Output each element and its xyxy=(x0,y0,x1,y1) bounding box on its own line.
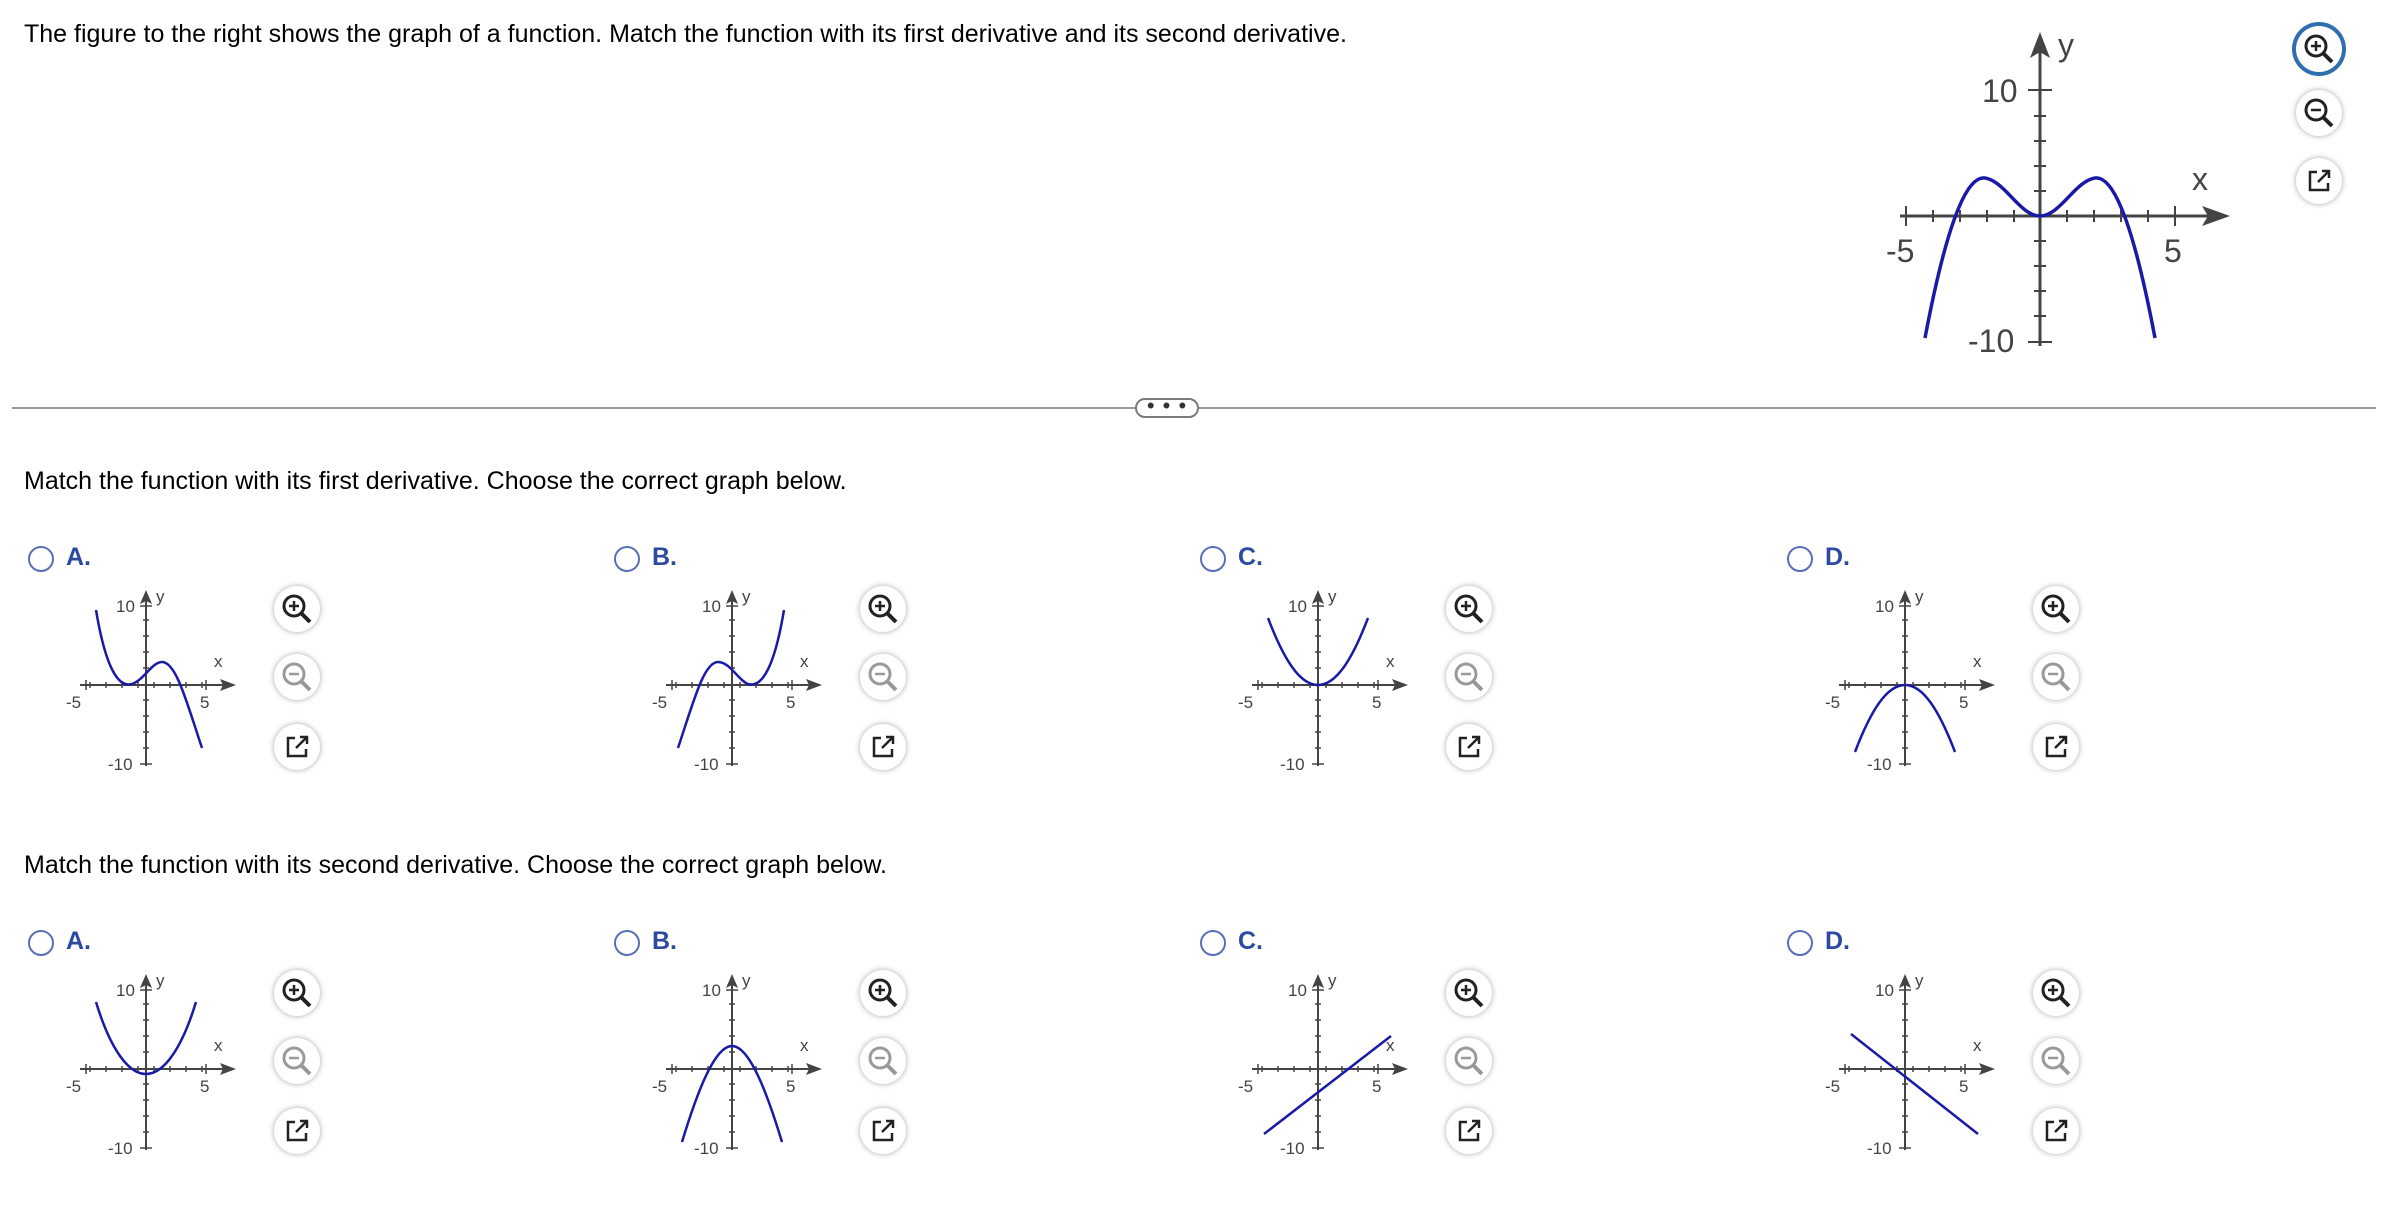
x-right-tick-label: 5 xyxy=(200,693,210,712)
axes xyxy=(1900,46,2210,346)
option-letter: C. xyxy=(1238,543,1263,571)
y-axis-label: y xyxy=(742,971,751,990)
part1-c-zoom-out-button[interactable] xyxy=(1446,654,1492,700)
y-axis-label: y xyxy=(1915,971,1924,990)
open-in-new-window-icon xyxy=(2033,1108,2079,1154)
part2-option-d xyxy=(1783,924,2263,1184)
main-zoom-out-button[interactable] xyxy=(2296,90,2342,136)
function-graph xyxy=(1880,26,2240,359)
y-axis-label: y xyxy=(2058,27,2074,63)
y-axis-label: y xyxy=(1328,971,1337,990)
option-letter: B. xyxy=(652,927,677,955)
part2-radio-c[interactable] xyxy=(1200,930,1226,956)
part1-option-d xyxy=(1783,540,2263,800)
x-axis-label: x xyxy=(214,1036,223,1055)
y-bottom-tick-label: -10 xyxy=(108,755,133,774)
y-bottom-tick-label: -10 xyxy=(1968,323,2015,359)
x-axis-label: x xyxy=(1386,652,1395,671)
y-axis-label: y xyxy=(156,587,165,606)
main-zoom-in-button[interactable] xyxy=(2296,26,2342,72)
zoom-in-icon xyxy=(2033,586,2079,632)
derivative-graph xyxy=(1823,580,2023,780)
part2-c-zoom-in-button[interactable] xyxy=(1446,970,1492,1016)
part2-radio-d[interactable] xyxy=(1787,930,1813,956)
part2-option-a xyxy=(24,924,504,1184)
x-axis-label: x xyxy=(800,1036,809,1055)
part1-option-a xyxy=(24,540,504,800)
part1-c-zoom-in-button[interactable] xyxy=(1446,586,1492,632)
open-in-new-window-icon xyxy=(1446,1108,1492,1154)
y-bottom-tick-label: -10 xyxy=(694,755,719,774)
y-bottom-tick-label: -10 xyxy=(1867,1139,1892,1158)
part2-d-zoom-in-button[interactable] xyxy=(2033,970,2079,1016)
zoom-out-icon xyxy=(860,654,906,700)
x-left-tick-label: -5 xyxy=(1825,1077,1841,1096)
x-right-tick-label: 5 xyxy=(786,693,796,712)
x-right-tick-label: 5 xyxy=(1959,1077,1969,1096)
second-derivative-prompt: Match the function with its second derivative. Choose the correct graph below. xyxy=(24,851,887,879)
zoom-out-icon xyxy=(1446,654,1492,700)
option-letter: D. xyxy=(1825,927,1850,955)
part1-b-zoom-in-button[interactable] xyxy=(860,586,906,632)
x-left-tick-label: -5 xyxy=(652,1077,668,1096)
option-letter: B. xyxy=(652,543,677,571)
y-top-tick-label: 10 xyxy=(116,981,135,1000)
question-prompt: The figure to the right shows the graph of a function. Match the function with its first derivative and its second derivative. xyxy=(24,20,1347,48)
zoom-in-icon xyxy=(860,970,906,1016)
option-letter: A. xyxy=(66,543,91,571)
part2-option-c xyxy=(1196,924,1676,1184)
y-top-tick-label: 10 xyxy=(702,981,721,1000)
part2-d-zoom-out-button[interactable] xyxy=(2033,1038,2079,1084)
y-bottom-tick-label: -10 xyxy=(1280,1139,1305,1158)
part2-option-b xyxy=(610,924,1090,1184)
part2-radio-a[interactable] xyxy=(28,930,54,956)
part2-radio-b[interactable] xyxy=(614,930,640,956)
y-bottom-tick-label: -10 xyxy=(694,1139,719,1158)
y-axis-label: y xyxy=(1328,587,1337,606)
x-right-tick-label: 5 xyxy=(1372,693,1382,712)
y-axis-label: y xyxy=(742,587,751,606)
y-top-tick-label: 10 xyxy=(1875,981,1894,1000)
part1-d-zoom-in-button[interactable] xyxy=(2033,586,2079,632)
derivative-graph xyxy=(1236,580,1436,780)
open-in-new-window-icon xyxy=(2033,724,2079,770)
zoom-in-icon xyxy=(274,970,320,1016)
part1-b-zoom-out-button[interactable] xyxy=(860,654,906,700)
x-left-tick-label: -5 xyxy=(1238,1077,1254,1096)
option-letter: C. xyxy=(1238,927,1263,955)
x-axis-label: x xyxy=(1973,1036,1982,1055)
derivative-curve xyxy=(96,610,202,748)
y-top-tick-label: 10 xyxy=(1982,73,2018,109)
part2-b-zoom-out-button[interactable] xyxy=(860,1038,906,1084)
expand-collapse-button[interactable]: • • • xyxy=(1135,398,1199,418)
y-bottom-tick-label: -10 xyxy=(108,1139,133,1158)
y-top-tick-label: 10 xyxy=(1288,981,1307,1000)
y-axis-label: y xyxy=(1915,587,1924,606)
x-left-tick-label: -5 xyxy=(1886,233,1915,269)
part1-option-c xyxy=(1196,540,1676,800)
x-left-tick-label: -5 xyxy=(1238,693,1254,712)
derivative-graph xyxy=(650,580,850,780)
open-in-new-window-icon xyxy=(274,724,320,770)
x-right-tick-label: 5 xyxy=(1372,1077,1382,1096)
x-axis-label: x xyxy=(1386,1036,1395,1055)
open-in-new-window-icon xyxy=(860,1108,906,1154)
part1-option-b xyxy=(610,540,1090,800)
x-right-tick-label: 5 xyxy=(2164,233,2182,269)
part1-d-zoom-out-button[interactable] xyxy=(2033,654,2079,700)
part1-radio-d[interactable] xyxy=(1787,546,1813,572)
zoom-out-icon xyxy=(274,654,320,700)
x-left-tick-label: -5 xyxy=(66,693,82,712)
derivative-graph xyxy=(1236,964,1436,1164)
open-in-new-window-icon xyxy=(2296,158,2342,204)
zoom-in-icon xyxy=(274,586,320,632)
part1-d-open-window-button[interactable] xyxy=(2033,724,2079,770)
x-right-tick-label: 5 xyxy=(786,1077,796,1096)
part1-radio-a[interactable] xyxy=(28,546,54,572)
part2-b-zoom-in-button[interactable] xyxy=(860,970,906,1016)
part2-a-open-window-button[interactable] xyxy=(274,1108,320,1154)
x-axis-label: x xyxy=(800,652,809,671)
first-derivative-prompt: Match the function with its first derivative. Choose the correct graph below. xyxy=(24,467,847,495)
x-axis-label: x xyxy=(214,652,223,671)
part1-a-zoom-out-button[interactable] xyxy=(274,654,320,700)
part1-c-open-window-button[interactable] xyxy=(1446,724,1492,770)
option-letter: D. xyxy=(1825,543,1850,571)
part2-c-open-window-button[interactable] xyxy=(1446,1108,1492,1154)
x-left-tick-label: -5 xyxy=(1825,693,1841,712)
zoom-out-icon xyxy=(2033,654,2079,700)
part1-radio-b[interactable] xyxy=(614,546,640,572)
x-left-tick-label: -5 xyxy=(66,1077,82,1096)
x-right-tick-label: 5 xyxy=(200,1077,210,1096)
part1-a-zoom-in-button[interactable] xyxy=(274,586,320,632)
open-in-new-window-icon xyxy=(274,1108,320,1154)
derivative-graph xyxy=(1823,964,2023,1164)
open-in-new-window-icon xyxy=(860,724,906,770)
part1-a-open-window-button[interactable] xyxy=(274,724,320,770)
y-top-tick-label: 10 xyxy=(702,597,721,616)
part2-c-zoom-out-button[interactable] xyxy=(1446,1038,1492,1084)
part2-a-zoom-out-button[interactable] xyxy=(274,1038,320,1084)
part1-b-open-window-button[interactable] xyxy=(860,724,906,770)
part2-d-open-window-button[interactable] xyxy=(2033,1108,2079,1154)
zoom-in-icon xyxy=(1446,586,1492,632)
zoom-in-icon xyxy=(860,586,906,632)
y-top-tick-label: 10 xyxy=(116,597,135,616)
zoom-out-icon xyxy=(274,1038,320,1084)
y-bottom-tick-label: -10 xyxy=(1280,755,1305,774)
zoom-in-icon xyxy=(2296,26,2342,72)
zoom-in-icon xyxy=(1446,970,1492,1016)
option-letter: A. xyxy=(66,927,91,955)
main-open-window-button[interactable] xyxy=(2296,158,2342,204)
zoom-out-icon xyxy=(1446,1038,1492,1084)
x-axis-label: x xyxy=(2192,161,2208,197)
y-bottom-tick-label: -10 xyxy=(1867,755,1892,774)
x-left-tick-label: -5 xyxy=(652,693,668,712)
derivative-graph xyxy=(64,964,264,1164)
open-in-new-window-icon xyxy=(1446,724,1492,770)
y-top-tick-label: 10 xyxy=(1875,597,1894,616)
zoom-out-icon xyxy=(860,1038,906,1084)
part2-a-zoom-in-button[interactable] xyxy=(274,970,320,1016)
y-axis-label: y xyxy=(156,971,165,990)
part1-radio-c[interactable] xyxy=(1200,546,1226,572)
x-axis-label: x xyxy=(1973,652,1982,671)
y-top-tick-label: 10 xyxy=(1288,597,1307,616)
derivative-graph xyxy=(64,580,264,780)
zoom-out-icon xyxy=(2296,90,2342,136)
part2-b-open-window-button[interactable] xyxy=(860,1108,906,1154)
derivative-graph xyxy=(650,964,850,1164)
zoom-out-icon xyxy=(2033,1038,2079,1084)
zoom-in-icon xyxy=(2033,970,2079,1016)
x-right-tick-label: 5 xyxy=(1959,693,1969,712)
